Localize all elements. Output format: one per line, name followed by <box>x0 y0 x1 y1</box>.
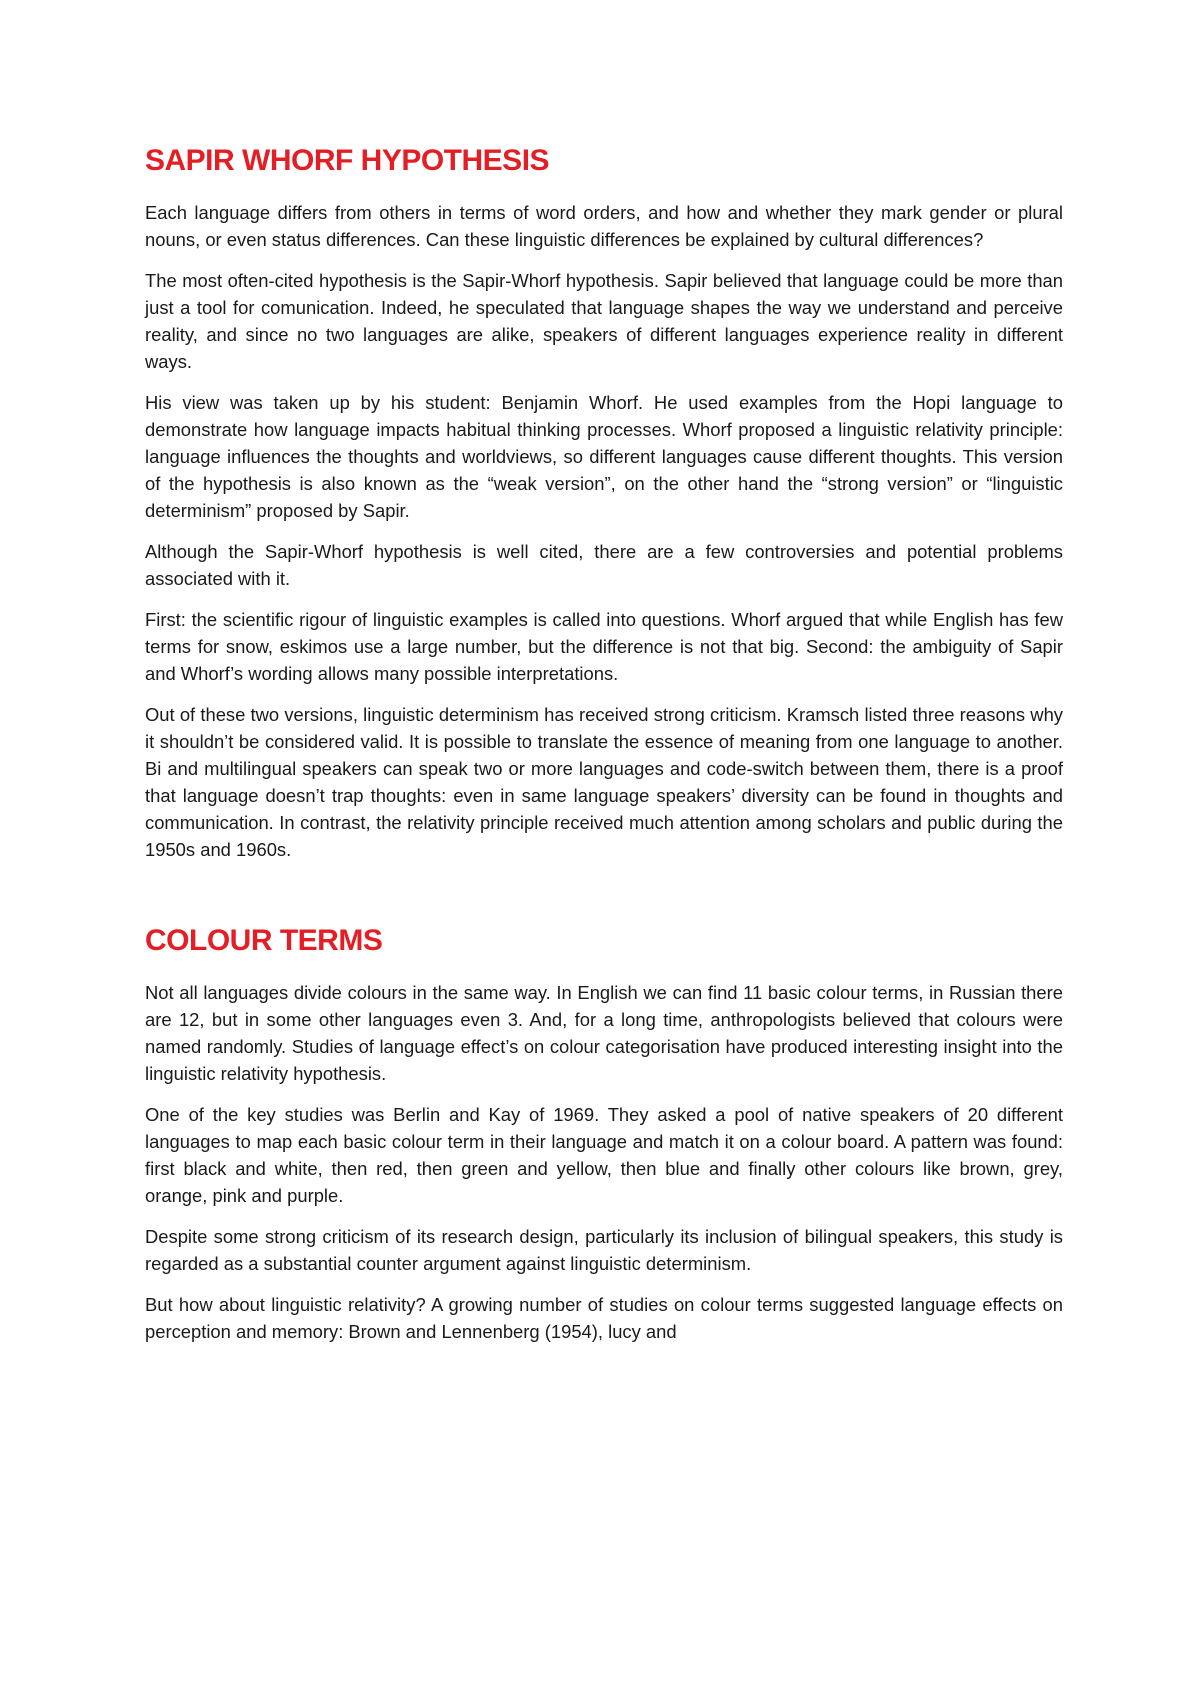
paragraph: Out of these two versions, linguistic determinism has received strong criticism. Kramsch listed three reasons why it shouldn’t be considered valid. It is possible to translate the essence of meaning from one language to another. Bi and multilingual speakers can speak two or more languages and code-switch between them, there is a proof that language doesn’t trap thoughts: even in same language speakers’ diversity can be found in thoughts and communication. In contrast, the relativity principle received much attention among scholars and public during the 1950s and 1960s. <box>145 704 1063 860</box>
paragraph: Each language differs from others in terms of word orders, and how and whether they mark gender or plural nouns, or even status differences. Can these linguistic differences be explained by cultural differences? <box>145 202 1063 250</box>
paragraph: Despite some strong criticism of its research design, particularly its inclusion of bilingual speakers, this study is regarded as a substantial counter argument against linguistic determinism. <box>145 1226 1063 1274</box>
paragraph: But how about linguistic relativity? A growing number of studies on colour terms suggested language effects on perception and memory: Brown and Lennenberg (1954), lucy and <box>145 1294 1063 1342</box>
paragraph: One of the key studies was Berlin and Kay of 1969. They asked a pool of native speakers of 20 different languages to map each basic colour term in their language and match it on a colour board. A pattern was found: first black and white, then red, then green and yellow, then blue and finally other colours like brown, grey, orange, pink and purple. <box>145 1104 1063 1206</box>
paragraph: First: the scientific rigour of linguistic examples is called into questions. Whorf argued that while English has few terms for snow, eskimos use a large number, but the difference is not that big. Second: the ambiguity of Sapir and Whorf’s wording allows many possible interpretations. <box>145 609 1063 684</box>
section-title-sapir-whorf: SAPIR WHORF HYPOTHESIS <box>145 144 550 177</box>
document-page <box>145 143 1063 1359</box>
paragraph: Not all languages divide colours in the same way. In English we can find 11 basic colour terms, in Russian there are 12, but in some other languages even 3. And, for a long time, anthropologists believed that colours were named randomly. Studies of language effect’s on colour categorisation have produced interesting insight into the linguistic relativity hypothesis. <box>145 982 1063 1084</box>
paragraph: His view was taken up by his student: Benjamin Whorf. He used examples from the Hopi language to demonstrate how language impacts habitual thinking processes. Whorf proposed a linguistic relativity principle: language influences the thoughts and worldviews, so different languages cause different thoughts. This version of the hypothesis is also known as the “weak version”, on the other hand the “strong version” or “linguistic determinism” proposed by Sapir. <box>145 392 1063 521</box>
paragraph: The most often-cited hypothesis is the Sapir-Whorf hypothesis. Sapir believed that language could be more than just a tool for comunication. Indeed, he speculated that language shapes the way we understand and perceive reality, and since no two languages are alike, speakers of different languages experience reality in different ways. <box>145 270 1063 372</box>
paragraph: Although the Sapir-Whorf hypothesis is well cited, there are a few controversies and potential problems associated with it. <box>145 541 1063 589</box>
section-title-colour-terms: COLOUR TERMS <box>145 924 383 957</box>
